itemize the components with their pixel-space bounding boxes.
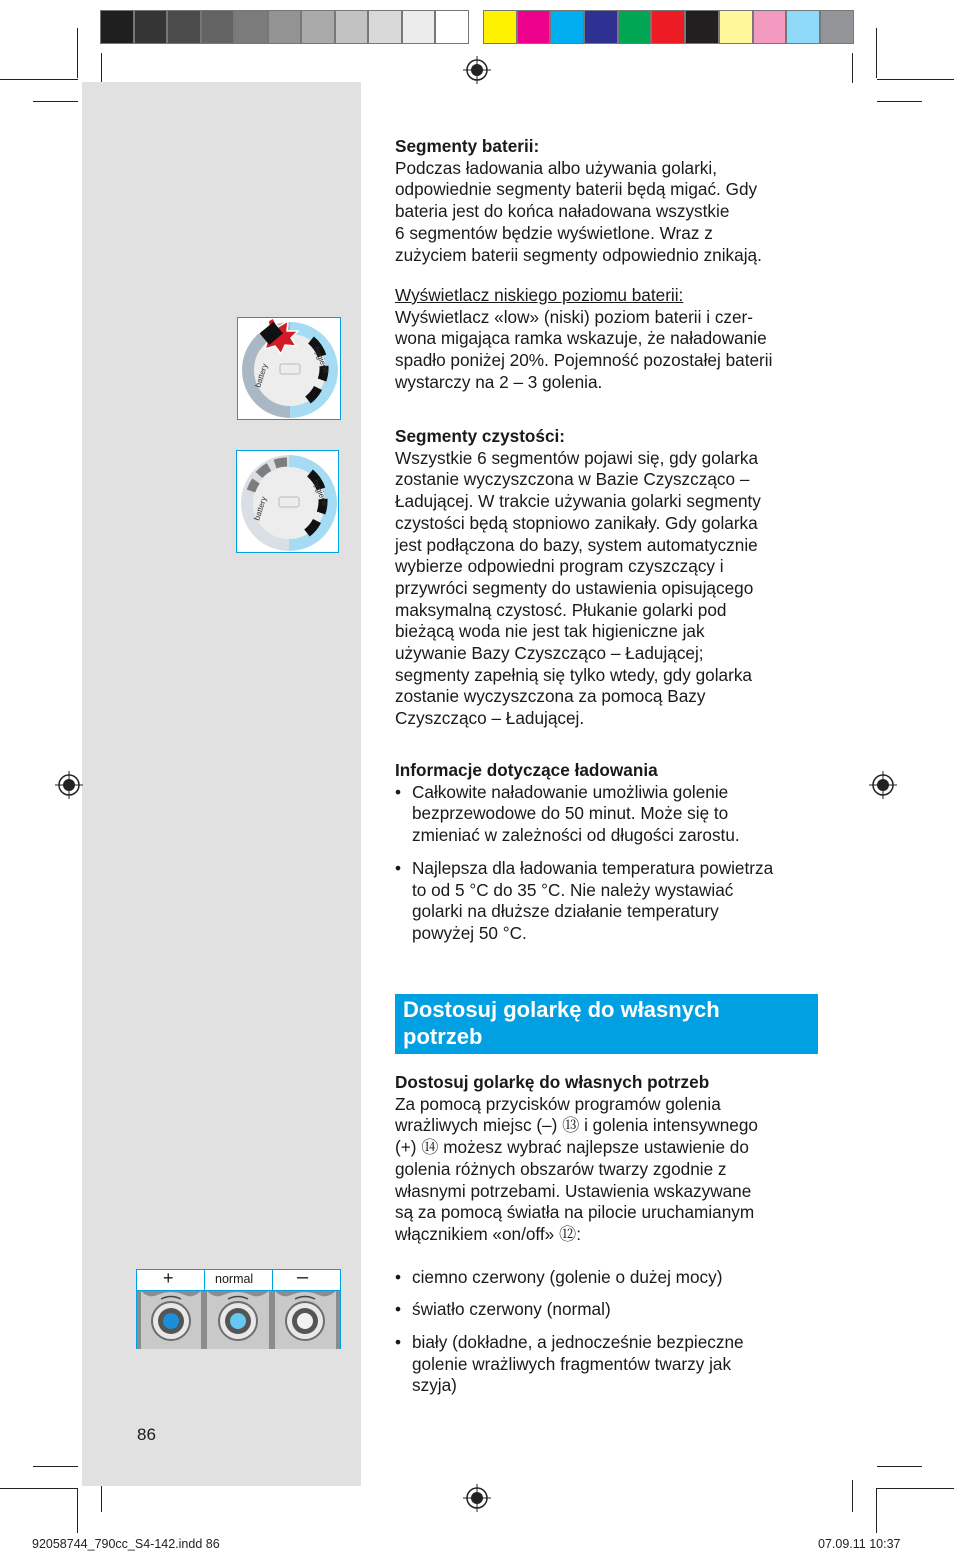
text-line: Za pomocą przycisków programów golenia <box>395 1093 721 1114</box>
banner-line: potrzeb <box>403 1024 483 1049</box>
color-swatch <box>483 10 517 44</box>
bullet-item <box>395 858 825 945</box>
hygiene-label: hygiene <box>312 345 331 375</box>
battery-label: battery <box>253 362 270 389</box>
banner-line: Dostosuj golarkę do własnych <box>403 997 720 1022</box>
charging-info-section <box>395 760 825 945</box>
plus-label: + <box>163 1268 174 1288</box>
color-swatch <box>268 10 302 44</box>
color-swatch <box>786 10 820 44</box>
color-swatch <box>100 10 134 44</box>
text-line: bieżącą woda nie jest tak higieniczne jak <box>395 621 705 642</box>
text-line: wybierze odpowiedni program czyszczący i <box>395 556 724 577</box>
text-line: wystarczy na 2 – 3 golenia. <box>395 371 603 392</box>
color-swatch <box>167 10 201 44</box>
cleanliness-segments-figure <box>236 450 339 553</box>
low-battery-display-figure <box>237 317 341 420</box>
color-swatch <box>335 10 369 44</box>
text-line: to od 5 °C do 35 °C. Nie należy wystawiać <box>412 879 734 900</box>
section-heading: Dostosuj golarkę do własnych potrzeb <box>395 1072 710 1092</box>
text-line: 6 segmentów będzie wyświetlone. Wraz z <box>395 222 713 243</box>
text-line: golarki na dłuższe działanie temperatury <box>412 901 719 922</box>
color-swatch <box>368 10 402 44</box>
text-line: zostanie wyczyszczona za pomocą Bazy <box>395 686 706 707</box>
personalize-section <box>395 1072 825 1397</box>
text-line: szyja) <box>412 1375 457 1396</box>
color-swatch <box>517 10 551 44</box>
color-swatch <box>550 10 584 44</box>
text-line: przywróci segmenty do ustawienia opisującego <box>395 577 754 598</box>
text-line: • światło czerwony (normal) <box>412 1299 611 1320</box>
text-line: Czyszcząco – Ładującej. <box>395 708 585 729</box>
text-line: zostanie wyczyszczona w Bazie Czyszcząco – <box>395 469 750 490</box>
text-line: segmenty zapełnią się tylko wtedy, gdy golarka <box>395 664 752 685</box>
footer-file-info: 92058744_790cc_S4-142.indd 86 <box>32 1537 220 1551</box>
text-line: jest podłączona do bazy, system automatycznie <box>395 534 758 555</box>
section-heading: Wyświetlacz niskiego poziomu baterii: <box>395 285 684 305</box>
text-line: Wszystkie 6 segmentów pojawi się, gdy golarka <box>395 447 759 468</box>
color-swatch <box>234 10 268 44</box>
text-line: Ładującej. W trakcie używania golarki segmenty <box>395 491 761 512</box>
text-line: • biały (dokładne, a jednocześnie bezpieczne <box>412 1332 744 1353</box>
hygiene-label: hygiene <box>311 478 330 508</box>
registration-mark-icon <box>869 771 897 799</box>
bullet-item <box>395 1267 825 1289</box>
color-swatch <box>753 10 787 44</box>
text-line: • ciemno czerwony (golenie o dużej mocy) <box>412 1266 723 1287</box>
color-swatch <box>618 10 652 44</box>
text-line: Podczas ładowania albo używania golarki, <box>395 157 717 178</box>
text-line: • Najlepsza dla ładowania temperatura powietrza <box>412 857 774 878</box>
shaving-mode-figure <box>136 1266 341 1349</box>
text-line: używanie Bazy Czyszcząco – Ładującej; <box>395 643 704 664</box>
registration-mark-icon <box>55 771 83 799</box>
section-heading: Segmenty czystości: <box>395 426 566 446</box>
section-title-banner <box>395 994 818 1054</box>
text-line: wona migająca ramka wskazuje, że naładowanie <box>395 328 767 349</box>
color-calibration-bar <box>100 10 469 46</box>
minus-label: – <box>297 1266 309 1288</box>
battery-label: battery <box>252 495 269 522</box>
text-line: Wyświetlacz «low» (niski) poziom baterii i czer- <box>395 306 754 327</box>
low-battery-section <box>395 285 825 394</box>
color-swatch <box>685 10 719 44</box>
text-line: (+) ⑭ możesz wybrać najlepsze ustawienie do <box>395 1137 749 1158</box>
color-swatch <box>301 10 335 44</box>
text-line: powyżej 50 °C. <box>412 922 527 943</box>
text-line: zużyciem baterii segmenty odpowiednio znikają. <box>395 244 762 265</box>
color-swatch <box>820 10 854 44</box>
text-line: bateria jest do końca naładowana wszystkie <box>395 201 730 222</box>
color-swatch <box>134 10 168 44</box>
text-line: odpowiednie segmenty baterii będą migać. Gdy <box>395 179 758 200</box>
text-line: golenie wrażliwych fragmentów twarzy jak <box>412 1353 732 1374</box>
text-line: zmieniać w zależności od długości zarostu. <box>412 825 740 846</box>
color-swatch <box>201 10 235 44</box>
color-swatch <box>402 10 436 44</box>
color-swatch <box>584 10 618 44</box>
bullet-item <box>395 1299 825 1321</box>
text-line: wrażliwych miejsc (–) ⑬ i golenia intensywnego <box>395 1115 758 1136</box>
registration-mark-icon <box>463 56 491 84</box>
color-swatch <box>651 10 685 44</box>
battery-segments-section <box>395 136 825 266</box>
text-line: golenia różnych obszarów twarzy zgodnie z <box>395 1158 727 1179</box>
text-line: włącznikiem «on/off» ⑫: <box>395 1223 581 1244</box>
color-swatch <box>435 10 469 44</box>
section-heading: Segmenty baterii: <box>395 136 540 156</box>
section-heading: Informacje dotyczące ładowania <box>395 760 658 780</box>
cleanliness-segments-section <box>395 426 825 730</box>
page-number: 86 <box>137 1425 156 1444</box>
text-line: spadło poniżej 20%. Pojemność pozostałej baterii <box>395 350 773 371</box>
bullet-item <box>395 782 825 847</box>
bullet-item <box>395 1332 825 1397</box>
text-line: czystości będą stopniowo zanikały. Gdy golarka <box>395 512 758 533</box>
registration-mark-icon <box>463 1484 491 1512</box>
normal-label: normal <box>215 1272 254 1286</box>
text-line: maksymalną czystosć. Płukanie golarki pod <box>395 599 727 620</box>
text-line: są za pomocą światła na pilocie uruchamianym <box>395 1202 755 1223</box>
process-color-bar <box>483 10 854 46</box>
footer-date-time: 07.09.11 10:37 <box>818 1537 901 1551</box>
color-swatch <box>719 10 753 44</box>
text-line: własnymi potrzebami. Ustawienia wskazywane <box>395 1180 752 1201</box>
text-line: • Całkowite naładowanie umożliwia golenie <box>412 781 729 802</box>
text-line: bezprzewodowe do 50 minut. Może się to <box>412 803 729 824</box>
